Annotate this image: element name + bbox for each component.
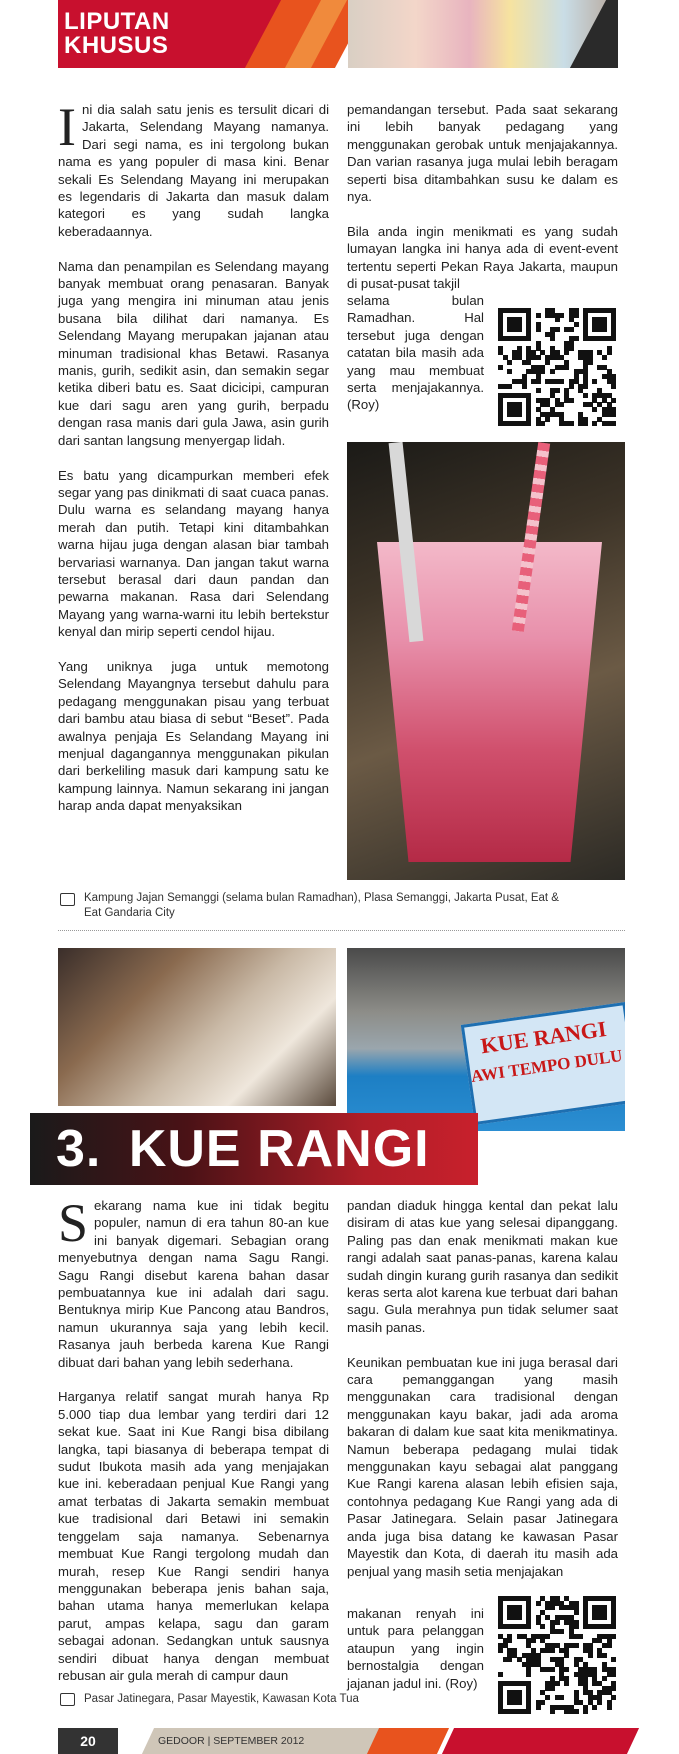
qr-module xyxy=(550,1667,555,1672)
qr-module xyxy=(540,1700,545,1705)
qr-module xyxy=(602,1615,607,1620)
qr-module xyxy=(550,1686,555,1691)
qr-module xyxy=(574,336,579,341)
qr-module xyxy=(574,322,579,327)
qr-module xyxy=(555,1620,560,1625)
qr-module xyxy=(545,1695,550,1700)
qr-module xyxy=(583,393,588,398)
qr-module xyxy=(574,1624,579,1629)
qr-module xyxy=(611,1695,616,1700)
qr-module xyxy=(583,384,588,389)
qr-module xyxy=(564,1681,569,1686)
article1-paragraph: selama bulan Ramadhan. Hal tersebut juga dengan catatan bila masih ada yang mau membuat serta menjajakannya. (Roy) xyxy=(347,293,484,413)
qr-module xyxy=(550,369,555,374)
section-header-title xyxy=(64,10,170,58)
header-title-line2: KHUSUS xyxy=(64,32,169,59)
qr-module xyxy=(507,1657,512,1662)
qr-module xyxy=(507,384,512,389)
qr-module xyxy=(559,1629,564,1634)
qr-module xyxy=(574,313,579,318)
qr-module xyxy=(597,1700,602,1705)
article2-location: Pasar Jatinegara, Pasar Mayestik, Kawasan Kota Tua xyxy=(84,1693,359,1705)
qr-module xyxy=(592,1705,597,1710)
cart-sign xyxy=(461,1002,625,1125)
qr-module xyxy=(611,1686,616,1691)
section-heading: KUE RANGI xyxy=(128,1120,430,1178)
qr-module xyxy=(611,384,616,389)
qr-module xyxy=(564,365,569,370)
article1-paragraph: Yang uniknya juga untuk memotong Selendang Mayangnya tersebut dahulu para pedagang menggunakan pisau yang terbuat dari bambu atau biasa di sebut “Beset”. Pada awalnya penjaja Es Selandang Mayang ini menjual dagangannya menggunakan pikulan dari berkeliling masuk dari kampung satu ke kampung lainnya. Namun sekarang ini jangan harap anda dapat menyaksikan xyxy=(58,658,329,814)
footer-red-stripe xyxy=(442,1728,639,1754)
location-pin-icon xyxy=(60,1693,75,1706)
qr-module xyxy=(592,407,597,412)
qr-module xyxy=(536,379,541,384)
qr-code-icon xyxy=(498,1596,616,1714)
qr-module xyxy=(564,1667,569,1672)
qr-module xyxy=(559,313,564,318)
qr-module xyxy=(536,355,541,360)
qr-module xyxy=(545,360,550,365)
article1-location: Kampung Jajan Semanggi (selama bulan Ramadhan), Plasa Semanggi, Jakarta Pusat, Eat & Eat Gandaria City xyxy=(84,892,559,919)
qr-module xyxy=(559,1695,564,1700)
qr-module xyxy=(574,1643,579,1648)
qr-module xyxy=(498,1672,503,1677)
qr-module xyxy=(517,412,522,417)
section-header-banner xyxy=(58,0,618,68)
section-number: 3. xyxy=(56,1120,102,1178)
qr-module xyxy=(555,388,560,393)
qr-module xyxy=(517,1615,522,1620)
qr-module xyxy=(611,1624,616,1629)
qr-module xyxy=(607,350,612,355)
article1-right-column xyxy=(347,101,618,292)
qr-module xyxy=(602,1653,607,1658)
qr-module xyxy=(592,421,597,426)
qr-module xyxy=(498,365,503,370)
qr-module xyxy=(545,417,550,422)
qr-module xyxy=(526,336,531,341)
article2-right-column xyxy=(347,1197,618,1580)
qr-module xyxy=(550,1648,555,1653)
qr-module xyxy=(602,1676,607,1681)
qr-module xyxy=(583,421,588,426)
article2-paragraph: Harganya relatif sangat murah hanya Rp 5.000 tiap dua lembar yang terdiri dari 12 sekat kue. Saat ini Kue Rangi bisa dibilang langka, tapi biasanya di beberapa tempat di sudut Ibukota masih ada yang menjajakan kue ini. keberadaan penjual Kue Rangi yang amat terbatas di Jakarta semakin membuat kue tradisional dari Betawi ini semakin tenggelam saja namanya. Sebenarnya membuat Kue Rangi tergolong mudah dan murah, resep Kue Rangi sendiri hanya menggunakan beberapa jenis bahan saja, bahan utama hanya memerlukan kelapa parut, ampas kelapa, sagu dan garam sebagai adonan. Sedangkan untuk sausnya sendiri dibuat hanya dengan membuat rebusan air gula merah di campur daun xyxy=(58,1389,329,1683)
header-title-line1: LIPUTAN xyxy=(64,8,170,35)
article1-paragraph: Bila anda ingin menikmati es yang sudah lumayan langka ini hanya ada di event-event tertentu seperti Pekan Raya Jakarta, maupun di pusat-pusat takjil xyxy=(347,223,618,292)
qr-module xyxy=(611,1657,616,1662)
qr-module xyxy=(564,1653,569,1658)
article2-left-column xyxy=(58,1193,329,1702)
qr-module xyxy=(559,402,564,407)
cart-sign-line1: KUE RANGI xyxy=(479,1015,608,1059)
article2-paragraph: makanan renyah ini untuk para pelanggan ataupun yang ingin bernostalgia dengan jajanan jadul ini. (Roy) xyxy=(347,1606,484,1691)
qr-module xyxy=(536,388,541,393)
qr-module xyxy=(526,1672,531,1677)
article1-paragraph: ni dia salah satu jenis es tersulit dicari di Jakarta, Selendang Mayang namanya. Dari segi nama, es ini tergolong bukan nama es yang populer di masa kini. Benar sekali Es Selendang Mayang ini merupakan es legendaris di Jakarta dan masuk dalam kategori es yang sudah langka keberadaannya. xyxy=(58,102,329,239)
qr-module xyxy=(607,1643,612,1648)
qr-module xyxy=(588,360,593,365)
qr-module xyxy=(588,1653,593,1658)
article2-paragraph: Keunikan pembuatan kue ini juga berasal dari cara pemanggangan yang masih menggunakan cara tradisional dengan menggunakan kayu bakar, jadi ada aroma bakaran di dalam kue saat kita menikmatinya. Namun beberapa pedagang mulai tidak menggunakan kayu sebagai alat panggang Kue Rangi karena alasan lebih efisien saja, contohnya pedagang Kue Rangi yang ada di Pasar Jatinegara. Selain pasar Jatinegara anda juga bisa datang ke kawasan Pasar Mayestik dan Kota, di daerah itu masih ada penjual yang masih setia menjajakan xyxy=(347,1354,618,1579)
qr-module xyxy=(526,1624,531,1629)
qr-module xyxy=(574,1709,579,1714)
article1-left-column xyxy=(58,97,329,832)
qr-module xyxy=(550,1605,555,1610)
qr-module xyxy=(507,360,512,365)
qr-module xyxy=(611,1672,616,1677)
footer-orange-stripe xyxy=(367,1728,449,1754)
qr-module xyxy=(498,1648,503,1653)
qr-module xyxy=(550,1709,555,1714)
qr-module xyxy=(611,336,616,341)
article1-drop-cap: I xyxy=(58,97,76,157)
qr-module xyxy=(569,398,574,403)
cart-sign-line2: AWI TEMPO DULU xyxy=(469,1045,624,1087)
qr-module xyxy=(536,1705,541,1710)
article1-paragraph: Es batu yang dicampurkan memberi efek segar yang pas dinikmati di saat cuaca panas. Dulu warna es selandang mayang hanya merah dan putih. Tetapi kini ditambahkan warna hijau juga dengan alasan biar tambah bervariasi warnanya. Dan jangan takut warna tersebut berasal dari daun pandan dan pewarna makanan. Rasa dari Selendang Mayang yang warna-warni itu lebih bertekstur kenyal dan mirip seperti cendol hijau. xyxy=(58,467,329,640)
qr-module xyxy=(559,379,564,384)
article1-paragraph: pemandangan tersebut. Pada saat sekarang ini lebih banyak pedagang yang menggunakan gerobak untuk menjajakannya. Dan varian rasanya juga mulai lebih beragam seperti bisa ditambahkan susu ke dalam es nya. xyxy=(347,102,618,205)
qr-module xyxy=(569,384,574,389)
qr-code-icon xyxy=(498,308,616,426)
qr-module xyxy=(531,1638,536,1643)
qr-module xyxy=(611,421,616,426)
qr-module xyxy=(569,346,574,351)
qr-module xyxy=(602,355,607,360)
qr-module xyxy=(564,350,569,355)
divider xyxy=(58,930,625,931)
qr-module xyxy=(536,313,541,318)
article2-paragraph: ekarang nama kue ini tidak begitu populer, namun di era tahun 80-an kue ini banyak digemari. Sebagian orang menyebutnya dengan nama Sagu Rangi. Sagu Rangi disebut karena bahan dasar pembuatannya kue ini adalah dari sagu. Bentuknya mirip Kue Pancong atau Bandros, namun ukurannya saja yang lebih kecil. Rasanya jauh berbeda karena Kue Rangi dibuat dari bahan yang lebih sederhana. xyxy=(58,1198,329,1370)
qr-module xyxy=(536,1601,541,1606)
section-title xyxy=(56,1118,430,1180)
publication-info: GEDOOR | SEPTEMBER 2012 xyxy=(158,1735,305,1747)
qr-module xyxy=(555,327,560,332)
qr-module xyxy=(555,317,560,322)
qr-module xyxy=(574,1610,579,1615)
qr-module xyxy=(540,369,545,374)
qr-module xyxy=(517,1700,522,1705)
location-pin-icon xyxy=(60,893,75,906)
qr-module xyxy=(555,1681,560,1686)
qr-module xyxy=(526,1709,531,1714)
qr-module xyxy=(602,327,607,332)
qr-module xyxy=(526,421,531,426)
kue-rangi-cart-photo xyxy=(347,948,625,1131)
article2-drop-cap: S xyxy=(58,1193,89,1253)
qr-module xyxy=(607,1705,612,1710)
qr-module xyxy=(507,369,512,374)
kue-rangi-photo xyxy=(58,948,336,1106)
qr-module xyxy=(536,327,541,332)
qr-module xyxy=(540,1624,545,1629)
qr-module xyxy=(569,327,574,332)
article1-right-narrow xyxy=(347,292,484,431)
qr-module xyxy=(611,398,616,403)
qr-module xyxy=(611,1634,616,1639)
qr-module xyxy=(611,412,616,417)
article1-paragraph: Nama dan penampilan es Selendang mayang banyak membuat orang penasaran. Banyak juga yang mengira ini minuman atau jenis busana bila dilihat dari namanya. Es Selendang Mayang merupakan jajanan atau minuman tradisional khas Betawi. Rasanya manis, gurih, sedikit asin, dan semakin segar ketika diberi batu es. Saat dicicipi, campuran kue dari sagu aren yang gurih, berpadu dengan rasa manis dari gula Jawa, asin gurih dari santan langsung menyergap lidah. xyxy=(58,258,329,448)
qr-module xyxy=(550,336,555,341)
qr-module xyxy=(522,384,527,389)
qr-module xyxy=(545,1634,550,1639)
article2-paragraph: pandan diaduk hingga kental dan pekat lalu disiram di atas kue yang selesai dipanggang. Paling pas dan enak menikmati makan kue rangi adalah saat panas-panas, karena kalau sudah dingin kurang gurih rasanya dan sedikit keras serta alot karena kue terbuat dari bahan sagu. Gula merahnya pun tidak selumer saat masih panas. xyxy=(347,1198,618,1335)
qr-module xyxy=(540,421,545,426)
qr-module xyxy=(592,379,597,384)
qr-module xyxy=(583,1709,588,1714)
page-footer xyxy=(58,1728,625,1754)
es-selendang-mayang-photo xyxy=(347,442,625,880)
page-number: 20 xyxy=(58,1728,118,1754)
qr-module xyxy=(569,421,574,426)
qr-module xyxy=(578,1634,583,1639)
qr-module xyxy=(517,327,522,332)
qr-module xyxy=(507,1638,512,1643)
